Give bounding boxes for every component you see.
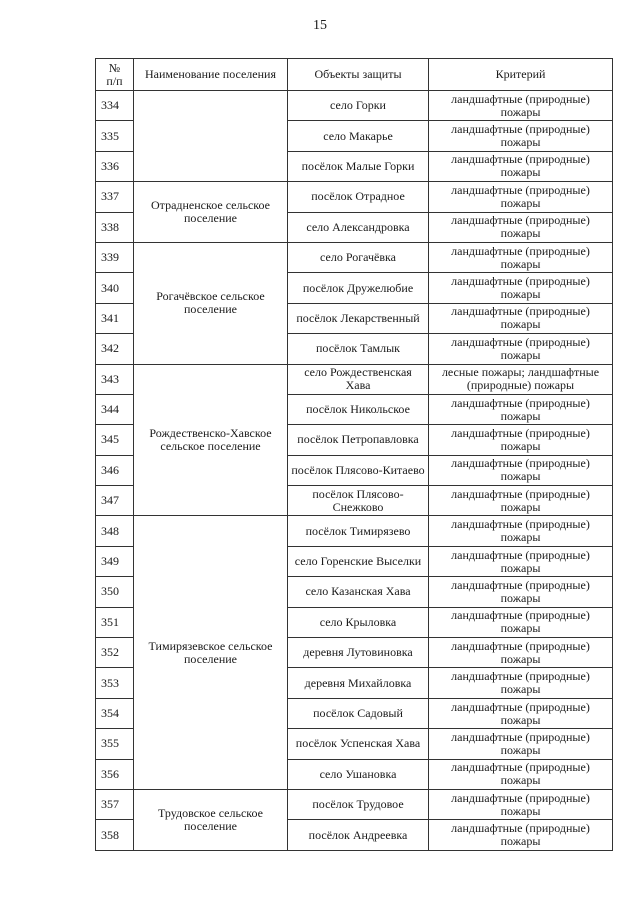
row-number: 341	[96, 303, 134, 333]
criterion: ландшафтные (природные) пожары	[429, 820, 613, 850]
criterion: ландшафтные (природные) пожары	[429, 729, 613, 759]
row-number: 344	[96, 394, 134, 424]
protection-object: село Макарье	[288, 121, 429, 151]
protection-object: посёлок Успенская Хава	[288, 729, 429, 759]
settlement-name: Рогачёвское сельское поселение	[134, 242, 288, 364]
criterion: ландшафтные (природные) пожары	[429, 273, 613, 303]
criterion: ландшафтные (природные) пожары	[429, 212, 613, 242]
criterion: ландшафтные (природные) пожары	[429, 455, 613, 485]
criterion: ландшафтные (природные) пожары	[429, 759, 613, 789]
protection-object: село Горки	[288, 91, 429, 121]
protection-object: село Горенские Выселки	[288, 546, 429, 576]
row-number: 353	[96, 668, 134, 698]
criterion: ландшафтные (природные) пожары	[429, 425, 613, 455]
table-row	[96, 242, 613, 272]
page-number: 15	[313, 18, 327, 33]
protection-object: посёлок Малые Горки	[288, 151, 429, 181]
row-number: 354	[96, 698, 134, 728]
criterion: ландшафтные (природные) пожары	[429, 638, 613, 668]
row-number: 343	[96, 364, 134, 394]
settlement-name: Трудовское сельское поселение	[134, 789, 288, 850]
protection-object: деревня Михайловка	[288, 668, 429, 698]
row-number: 339	[96, 242, 134, 272]
criterion: лесные пожары; ландшафтные (природные) пожары	[429, 364, 613, 394]
criterion: ландшафтные (природные) пожары	[429, 151, 613, 181]
protection-object: посёлок Лекарственный	[288, 303, 429, 333]
table-row	[96, 364, 613, 394]
criterion: ландшафтные (природные) пожары	[429, 668, 613, 698]
protection-object: посёлок Никольское	[288, 394, 429, 424]
row-number: 348	[96, 516, 134, 546]
criterion: ландшафтные (природные) пожары	[429, 394, 613, 424]
criterion: ландшафтные (природные) пожары	[429, 607, 613, 637]
row-number: 351	[96, 607, 134, 637]
header-num: № п/п	[96, 59, 134, 91]
row-number: 357	[96, 789, 134, 819]
row-number: 337	[96, 182, 134, 212]
protection-object: село Рогачёвка	[288, 242, 429, 272]
criterion: ландшафтные (природные) пожары	[429, 577, 613, 607]
table-row	[96, 91, 613, 121]
criterion: ландшафтные (природные) пожары	[429, 182, 613, 212]
protection-object: посёлок Садовый	[288, 698, 429, 728]
settlement-name: Отрадненское сельское поселение	[134, 182, 288, 243]
criterion: ландшафтные (природные) пожары	[429, 698, 613, 728]
table-row	[96, 789, 613, 819]
table-row	[96, 182, 613, 212]
criterion: ландшафтные (природные) пожары	[429, 486, 613, 516]
header-settlement: Наименование поселения	[134, 59, 288, 91]
row-number: 356	[96, 759, 134, 789]
protection-object: посёлок Дружелюбие	[288, 273, 429, 303]
header-criterion: Критерий	[429, 59, 613, 91]
protection-object: посёлок Плясово-Снежково	[288, 486, 429, 516]
protection-object: село Рождественская Хава	[288, 364, 429, 394]
criterion: ландшафтные (природные) пожары	[429, 334, 613, 364]
protection-object: село Ушановка	[288, 759, 429, 789]
protection-object: посёлок Петропавловка	[288, 425, 429, 455]
header-objects: Объекты защиты	[288, 59, 429, 91]
protection-object: село Крыловка	[288, 607, 429, 637]
table-body	[96, 91, 613, 851]
criterion: ландшафтные (природные) пожары	[429, 242, 613, 272]
criterion: ландшафтные (природные) пожары	[429, 789, 613, 819]
row-number: 350	[96, 577, 134, 607]
row-number: 335	[96, 121, 134, 151]
table-header-row	[96, 59, 613, 91]
row-number: 346	[96, 455, 134, 485]
protection-objects-table	[95, 58, 613, 851]
criterion: ландшафтные (природные) пожары	[429, 516, 613, 546]
protection-object: деревня Лутовиновка	[288, 638, 429, 668]
row-number: 345	[96, 425, 134, 455]
row-number: 338	[96, 212, 134, 242]
criterion: ландшафтные (природные) пожары	[429, 546, 613, 576]
protection-object: посёлок Тамлык	[288, 334, 429, 364]
settlement-name: Рождественско-Хавское сельское поселение	[134, 364, 288, 516]
row-number: 347	[96, 486, 134, 516]
row-number: 352	[96, 638, 134, 668]
table-row	[96, 516, 613, 546]
row-number: 340	[96, 273, 134, 303]
row-number: 358	[96, 820, 134, 850]
protection-object: посёлок Отрадное	[288, 182, 429, 212]
row-number: 336	[96, 151, 134, 181]
row-number: 349	[96, 546, 134, 576]
protection-object: село Казанская Хава	[288, 577, 429, 607]
criterion: ландшафтные (природные) пожары	[429, 91, 613, 121]
row-number: 342	[96, 334, 134, 364]
protection-object: посёлок Трудовое	[288, 789, 429, 819]
row-number: 334	[96, 91, 134, 121]
protection-object: посёлок Плясово-Китаево	[288, 455, 429, 485]
protection-object: посёлок Андреевка	[288, 820, 429, 850]
protection-object: село Александровка	[288, 212, 429, 242]
settlement-name: Тимирязевское сельское поселение	[134, 516, 288, 790]
settlement-name	[134, 91, 288, 182]
protection-object: посёлок Тимирязево	[288, 516, 429, 546]
row-number: 355	[96, 729, 134, 759]
criterion: ландшафтные (природные) пожары	[429, 121, 613, 151]
criterion: ландшафтные (природные) пожары	[429, 303, 613, 333]
